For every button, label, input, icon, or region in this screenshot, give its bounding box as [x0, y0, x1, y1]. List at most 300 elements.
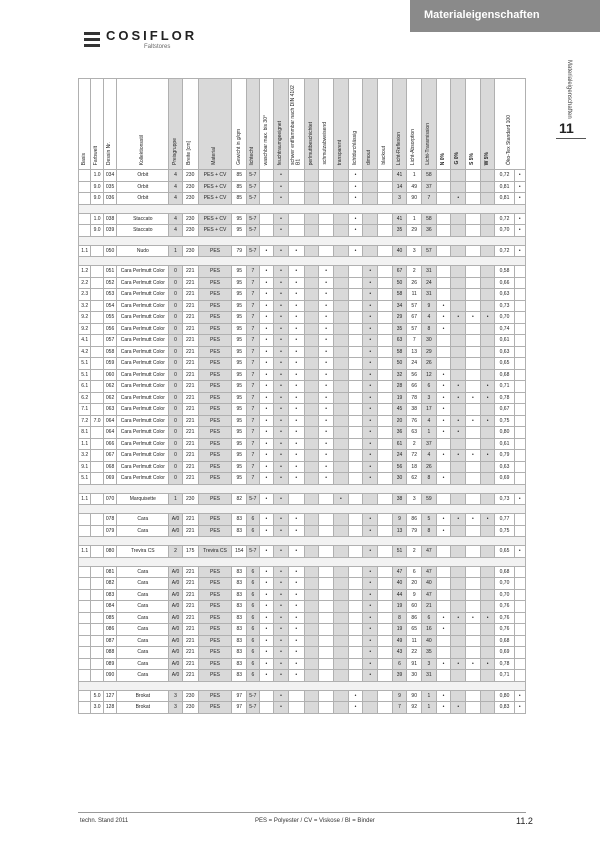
table-cell: [436, 213, 451, 225]
table-row: [79, 493, 526, 505]
table-cell: [91, 323, 103, 335]
table-cell: 1: [169, 245, 183, 257]
table-cell: [514, 658, 525, 670]
table-cell: [288, 213, 304, 225]
table-cell: [91, 438, 103, 450]
table-cell: [466, 193, 481, 205]
table-cell: •: [480, 381, 495, 393]
table-cell: 230: [182, 493, 198, 505]
table-cell: •: [480, 392, 495, 404]
table-cell: [91, 427, 103, 439]
side-divider: [556, 138, 586, 139]
table-cell: 1.1: [79, 438, 91, 450]
table-cell: •: [288, 427, 304, 439]
table-cell: 6.2: [79, 392, 91, 404]
table-cell: •: [259, 670, 274, 682]
table-cell: [348, 589, 363, 601]
table-cell: •: [259, 392, 274, 404]
table-cell: 221: [182, 266, 198, 278]
table-cell: •: [259, 369, 274, 381]
table-cell: Cara Perlmutt Color: [117, 335, 169, 347]
table-cell: 080: [103, 546, 117, 558]
table-cell: •: [259, 438, 274, 450]
table-cell: 90: [407, 690, 422, 702]
table-cell: 8: [392, 612, 407, 624]
table-cell: [79, 647, 91, 659]
table-cell: [514, 381, 525, 393]
table-cell: •: [319, 369, 334, 381]
table-cell: [466, 473, 481, 485]
table-cell: 67: [392, 266, 407, 278]
table-cell: [451, 473, 466, 485]
table-cell: [319, 647, 334, 659]
table-cell: [451, 181, 466, 193]
table-cell: Staccato: [117, 213, 169, 225]
table-cell: [334, 589, 349, 601]
table-cell: 57: [407, 300, 422, 312]
table-cell: •: [514, 546, 525, 558]
table-cell: 230: [182, 181, 198, 193]
table-cell: [288, 702, 304, 714]
table-cell: 036: [103, 193, 117, 205]
table-cell: [79, 658, 91, 670]
table-cell: [436, 346, 451, 358]
table-cell: [480, 181, 495, 193]
table-cell: [304, 601, 319, 613]
table-cell: •: [514, 225, 525, 237]
table-cell: [91, 404, 103, 416]
table-cell: •: [259, 601, 274, 613]
table-cell: •: [274, 635, 289, 647]
table-cell: [451, 578, 466, 590]
table-cell: [466, 493, 481, 505]
table-cell: •: [348, 213, 363, 225]
table-cell: 1: [422, 702, 437, 714]
table-cell: 068: [103, 461, 117, 473]
table-cell: •: [288, 589, 304, 601]
table-cell: [91, 624, 103, 636]
table-cell: •: [436, 514, 451, 526]
separator-cell: [79, 257, 526, 266]
table-cell: 24: [422, 277, 437, 289]
table-cell: •: [363, 312, 378, 324]
table-cell: [334, 473, 349, 485]
table-cell: [436, 635, 451, 647]
table-cell: 221: [182, 566, 198, 578]
table-cell: 20: [407, 578, 422, 590]
table-cell: 44: [392, 589, 407, 601]
table-cell: PES: [198, 404, 232, 416]
table-cell: [259, 225, 274, 237]
table-cell: •: [274, 647, 289, 659]
table-cell: 83: [232, 514, 247, 526]
table-cell: 057: [103, 335, 117, 347]
table-cell: [480, 601, 495, 613]
table-cell: •: [480, 514, 495, 526]
table-cell: [319, 525, 334, 537]
table-cell: [304, 624, 319, 636]
table-cell: 5.0: [91, 690, 103, 702]
table-cell: [436, 266, 451, 278]
table-cell: 053: [103, 289, 117, 301]
table-cell: •: [466, 450, 481, 462]
table-cell: Trevira CS: [198, 546, 232, 558]
table-cell: 0: [169, 369, 183, 381]
table-cell: [348, 415, 363, 427]
table-cell: 5: [422, 514, 437, 526]
table-cell: [363, 193, 378, 205]
table-cell: •: [288, 266, 304, 278]
table-cell: 221: [182, 323, 198, 335]
table-cell: 067: [103, 450, 117, 462]
table-cell: 0,78: [495, 392, 514, 404]
table-cell: 30: [392, 473, 407, 485]
table-cell: [79, 170, 91, 182]
table-cell: •: [259, 566, 274, 578]
column-header: perlmuttbeschichtet: [304, 79, 319, 170]
table-cell: 95: [232, 323, 247, 335]
table-cell: 1.0: [91, 170, 103, 182]
table-separator-row: [79, 537, 526, 546]
table-cell: 36: [392, 427, 407, 439]
table-cell: 3: [422, 392, 437, 404]
table-cell: Trevira CS: [117, 546, 169, 558]
table-cell: 6: [247, 658, 259, 670]
table-cell: •: [274, 438, 289, 450]
column-header: G 0%: [451, 79, 466, 170]
table-row: [79, 335, 526, 347]
table-cell: [288, 170, 304, 182]
table-cell: [514, 289, 525, 301]
table-cell: 41: [392, 213, 407, 225]
table-cell: 0,70: [495, 312, 514, 324]
table-row: [79, 323, 526, 335]
table-cell: 31: [422, 289, 437, 301]
table-cell: 0: [169, 473, 183, 485]
table-row: [79, 213, 526, 225]
table-cell: 83: [232, 578, 247, 590]
table-cell: [436, 647, 451, 659]
table-cell: [319, 624, 334, 636]
table-cell: [319, 181, 334, 193]
table-cell: [348, 277, 363, 289]
table-row: [79, 601, 526, 613]
table-cell: 61: [392, 438, 407, 450]
table-cell: 7: [392, 702, 407, 714]
table-cell: [514, 670, 525, 682]
table-cell: [436, 245, 451, 257]
table-cell: 1: [422, 427, 437, 439]
table-cell: [378, 647, 393, 659]
table-cell: [304, 193, 319, 205]
table-cell: •: [363, 546, 378, 558]
table-cell: [348, 601, 363, 613]
table-cell: 6: [247, 566, 259, 578]
table-cell: [480, 525, 495, 537]
table-cell: •: [319, 335, 334, 347]
table-cell: •: [274, 245, 289, 257]
table-cell: 0,67: [495, 404, 514, 416]
table-cell: 66: [407, 381, 422, 393]
table-cell: 26: [422, 461, 437, 473]
table-cell: [451, 170, 466, 182]
table-cell: 0: [169, 289, 183, 301]
table-cell: [514, 612, 525, 624]
table-cell: PES: [198, 323, 232, 335]
table-cell: 7: [247, 461, 259, 473]
table-cell: PES: [198, 358, 232, 370]
table-cell: [319, 670, 334, 682]
table-cell: [436, 335, 451, 347]
table-cell: [378, 493, 393, 505]
table-cell: [79, 578, 91, 590]
table-cell: 221: [182, 589, 198, 601]
table-cell: 4: [422, 312, 437, 324]
table-cell: Cara Perlmutt Color: [117, 323, 169, 335]
table-cell: [466, 624, 481, 636]
table-cell: [91, 358, 103, 370]
table-cell: 83: [232, 601, 247, 613]
table-cell: 6: [247, 612, 259, 624]
table-cell: [348, 369, 363, 381]
table-cell: 92: [407, 702, 422, 714]
table-cell: [304, 450, 319, 462]
table-cell: [480, 589, 495, 601]
table-cell: •: [259, 546, 274, 558]
table-cell: [451, 266, 466, 278]
table-cell: •: [363, 450, 378, 462]
table-cell: 088: [103, 647, 117, 659]
table-cell: 0: [169, 358, 183, 370]
separator-cell: [79, 681, 526, 690]
table-cell: [436, 493, 451, 505]
table-cell: [451, 300, 466, 312]
table-cell: [378, 170, 393, 182]
table-cell: PES + CV: [198, 170, 232, 182]
table-cell: 47: [422, 589, 437, 601]
table-cell: 6: [247, 647, 259, 659]
table-cell: A/0: [169, 658, 183, 670]
column-header: dimout: [363, 79, 378, 170]
table-cell: •: [274, 312, 289, 324]
table-cell: [378, 438, 393, 450]
table-cell: •: [363, 404, 378, 416]
separator-cell: [79, 557, 526, 566]
table-cell: •: [288, 277, 304, 289]
table-cell: 9.2: [79, 323, 91, 335]
table-cell: [451, 323, 466, 335]
table-cell: 9.1: [79, 461, 91, 473]
table-cell: •: [363, 473, 378, 485]
table-cell: [319, 245, 334, 257]
table-cell: PES: [198, 427, 232, 439]
table-cell: •: [436, 415, 451, 427]
table-cell: 7: [247, 335, 259, 347]
table-cell: 0,63: [495, 346, 514, 358]
table-cell: [304, 690, 319, 702]
table-cell: [466, 461, 481, 473]
table-cell: [378, 323, 393, 335]
separator-cell: [79, 537, 526, 546]
table-cell: [304, 225, 319, 237]
table-cell: [514, 578, 525, 590]
table-cell: [466, 404, 481, 416]
table-row: [79, 245, 526, 257]
table-cell: 9: [422, 300, 437, 312]
table-cell: •: [348, 225, 363, 237]
table-cell: PES: [198, 461, 232, 473]
table-row: [79, 635, 526, 647]
table-cell: •: [288, 601, 304, 613]
table-cell: [451, 404, 466, 416]
table-cell: [514, 335, 525, 347]
table-cell: [466, 369, 481, 381]
table-cell: •: [451, 658, 466, 670]
table-cell: •: [319, 392, 334, 404]
table-cell: •: [259, 450, 274, 462]
table-cell: [348, 323, 363, 335]
table-cell: 0,71: [495, 670, 514, 682]
table-cell: •: [288, 546, 304, 558]
table-cell: [466, 381, 481, 393]
table-cell: [319, 546, 334, 558]
table-cell: PES: [198, 381, 232, 393]
table-cell: •: [274, 473, 289, 485]
table-cell: •: [514, 193, 525, 205]
table-cell: [334, 461, 349, 473]
table-cell: 90: [407, 193, 422, 205]
table-cell: A/0: [169, 647, 183, 659]
table-cell: 26: [407, 277, 422, 289]
table-cell: 95: [232, 450, 247, 462]
table-cell: 62: [407, 473, 422, 485]
table-cell: •: [514, 245, 525, 257]
table-cell: [319, 213, 334, 225]
table-cell: 079: [103, 525, 117, 537]
table-cell: •: [259, 335, 274, 347]
table-cell: Cara Perlmutt Color: [117, 369, 169, 381]
table-cell: 8: [422, 323, 437, 335]
table-cell: Cara: [117, 612, 169, 624]
table-cell: 230: [182, 213, 198, 225]
table-cell: [259, 213, 274, 225]
table-cell: •: [274, 193, 289, 205]
table-cell: •: [274, 493, 289, 505]
table-cell: [304, 289, 319, 301]
table-cell: PES: [198, 335, 232, 347]
table-cell: [378, 427, 393, 439]
table-cell: •: [259, 245, 274, 257]
footer-stand: techn. Stand 2011: [80, 818, 129, 824]
table-cell: 7: [247, 358, 259, 370]
table-cell: 58: [422, 213, 437, 225]
table-cell: 57: [407, 323, 422, 335]
table-cell: [378, 612, 393, 624]
table-cell: [514, 300, 525, 312]
table-cell: 7: [247, 473, 259, 485]
separator-cell: [79, 505, 526, 514]
brand-subtitle: Faltstores: [144, 44, 171, 50]
table-cell: •: [363, 438, 378, 450]
table-cell: [79, 514, 91, 526]
table-cell: [304, 427, 319, 439]
table-cell: •: [274, 213, 289, 225]
table-cell: 40: [392, 578, 407, 590]
table-cell: •: [319, 277, 334, 289]
table-cell: 95: [232, 277, 247, 289]
table-cell: 5.1: [79, 369, 91, 381]
table-cell: •: [288, 635, 304, 647]
table-cell: [514, 601, 525, 613]
table-cell: [79, 181, 91, 193]
table-cell: A/0: [169, 624, 183, 636]
table-cell: 35: [392, 323, 407, 335]
table-cell: 41: [392, 170, 407, 182]
table-cell: [451, 670, 466, 682]
table-cell: •: [363, 566, 378, 578]
table-cell: [378, 181, 393, 193]
table-cell: [91, 601, 103, 613]
separator-cell: [79, 484, 526, 493]
table-cell: [334, 578, 349, 590]
table-cell: 084: [103, 601, 117, 613]
table-cell: •: [274, 381, 289, 393]
table-cell: [514, 369, 525, 381]
table-cell: Cara Perlmutt Color: [117, 346, 169, 358]
table-cell: 1.2: [79, 266, 91, 278]
table-cell: •: [288, 525, 304, 537]
table-cell: [466, 170, 481, 182]
table-cell: 95: [232, 427, 247, 439]
table-cell: 6: [247, 635, 259, 647]
table-cell: 6: [392, 658, 407, 670]
table-cell: 95: [232, 369, 247, 381]
table-cell: 0,61: [495, 438, 514, 450]
table-cell: •: [436, 427, 451, 439]
table-cell: 4.2: [79, 346, 91, 358]
table-cell: 0,70: [495, 225, 514, 237]
table-cell: 6: [247, 589, 259, 601]
table-cell: •: [436, 658, 451, 670]
table-cell: •: [319, 289, 334, 301]
table-cell: [480, 277, 495, 289]
table-cell: [480, 427, 495, 439]
table-cell: 6: [247, 578, 259, 590]
table-row: [79, 589, 526, 601]
table-cell: [91, 546, 103, 558]
table-cell: •: [274, 566, 289, 578]
table-cell: •: [319, 312, 334, 324]
table-cell: 7: [247, 381, 259, 393]
table-cell: 3: [407, 493, 422, 505]
table-row: [79, 170, 526, 182]
table-cell: [451, 213, 466, 225]
table-cell: [79, 566, 91, 578]
table-cell: [378, 578, 393, 590]
table-cell: •: [348, 245, 363, 257]
table-cell: PES: [198, 312, 232, 324]
table-cell: 221: [182, 473, 198, 485]
table-row: [79, 473, 526, 485]
table-cell: •: [334, 493, 349, 505]
table-cell: •: [288, 335, 304, 347]
table-cell: 221: [182, 612, 198, 624]
table-cell: 221: [182, 358, 198, 370]
column-header: Breite [cm]: [182, 79, 198, 170]
table-cell: [319, 566, 334, 578]
table-cell: [304, 335, 319, 347]
table-cell: 082: [103, 578, 117, 590]
